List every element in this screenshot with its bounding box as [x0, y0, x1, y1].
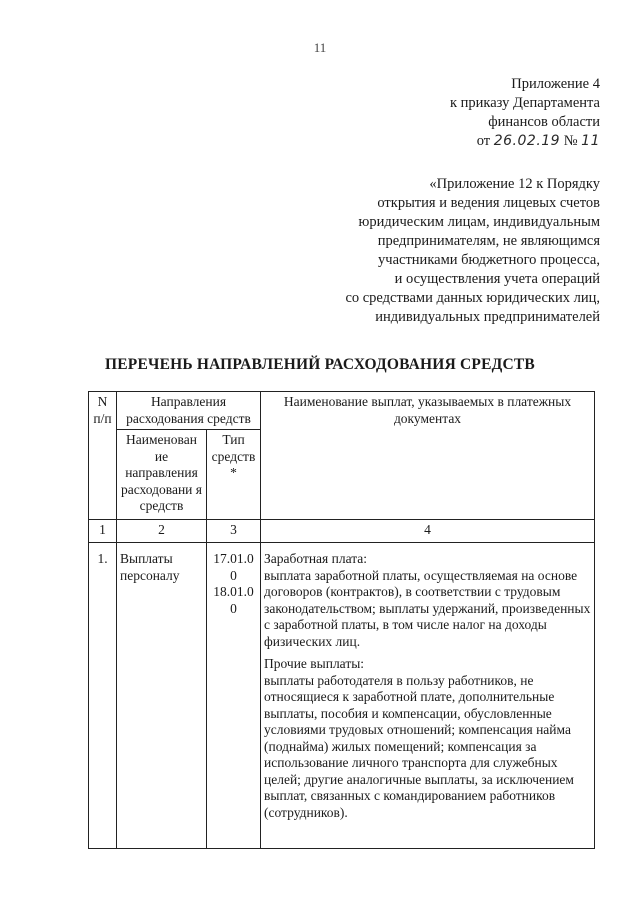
approval-number-sign: № [563, 133, 578, 149]
payment-heading: Прочие выплаты: [264, 656, 365, 671]
header-direction-name: Наименован ие направления расходовани я средств [117, 430, 207, 520]
directions-table [88, 391, 595, 849]
approval-line: к приказу Департамента [449, 95, 600, 111]
appendix-line: открытия и ведения лицевых счетов [377, 195, 600, 211]
page-number: 11 [313, 40, 327, 55]
funds-type-code: 17.01.0 0 [213, 551, 254, 583]
table-row [89, 543, 595, 849]
appendix-line: участниками бюджетного процесса, [378, 252, 600, 268]
payment-block [264, 656, 591, 821]
payment-text: выплаты работодателя в пользу работников, не относящиеся к заработной плате, дополнительные выплаты, пособия и компенсации, обусловленные условиями трудовых отношений; компенсация найма (поднайма) жилых помещений; компенсация за использование личного транспорта для служебных целей; другие аналогичные выплаты, за исключением выплат, связанных с командированием работников (сотрудников). [264, 672, 574, 820]
row-funds-type [207, 543, 261, 849]
approval-date-line [450, 132, 600, 151]
approval-line: финансов области [488, 114, 600, 130]
row-num: 1. [89, 543, 117, 849]
appendix-line: «Приложение 12 к Порядку [429, 176, 600, 192]
header-num: N п/п [89, 392, 117, 520]
column-number: 4 [261, 520, 595, 543]
column-number: 2 [117, 520, 207, 543]
payment-text: выплата заработной платы, осуществляемая на основе договоров (контрактов), в соответствии с трудовым законодательством; выплаты удержаний, произведенных с заработной платы, в том числе налог на доходы физических лиц. [264, 567, 591, 649]
header-payments: Наименование выплат, указываемых в платежных документах [261, 392, 595, 520]
column-number-row [89, 520, 595, 543]
appendix-line: предпринимателям, не являющимся [377, 233, 600, 249]
approval-stamp [450, 75, 600, 151]
row-direction-name: Выплаты персоналу [117, 543, 207, 849]
appendix-line: индивидуальных предпринимателей [375, 309, 600, 325]
appendix-line: со средствами данных юридических лиц, [345, 290, 600, 306]
appendix-line: юридическим лицам, индивидуальным [358, 214, 600, 230]
approval-date: 26.02.19 [493, 133, 561, 149]
payment-block [264, 551, 591, 650]
appendix-reference [345, 175, 600, 327]
approval-from-label: от [476, 133, 491, 149]
funds-type-code: 18.01.0 0 [213, 584, 254, 616]
document-title: ПЕРЕЧЕНЬ НАПРАВЛЕНИЙ РАСХОДОВАНИЯ СРЕДСТВ [105, 356, 535, 373]
approval-line: Приложение 4 [511, 76, 600, 92]
row-payments [261, 543, 595, 849]
header-funds-type: Тип средств * [207, 430, 261, 520]
appendix-line: и осуществления учета операций [394, 271, 600, 287]
table-header-row [89, 392, 595, 430]
header-directions: Направления расходования средств [117, 392, 261, 430]
column-number: 3 [207, 520, 261, 543]
approval-number: 11 [581, 133, 600, 149]
payment-heading: Заработная плата: [264, 551, 368, 566]
column-number: 1 [89, 520, 117, 543]
